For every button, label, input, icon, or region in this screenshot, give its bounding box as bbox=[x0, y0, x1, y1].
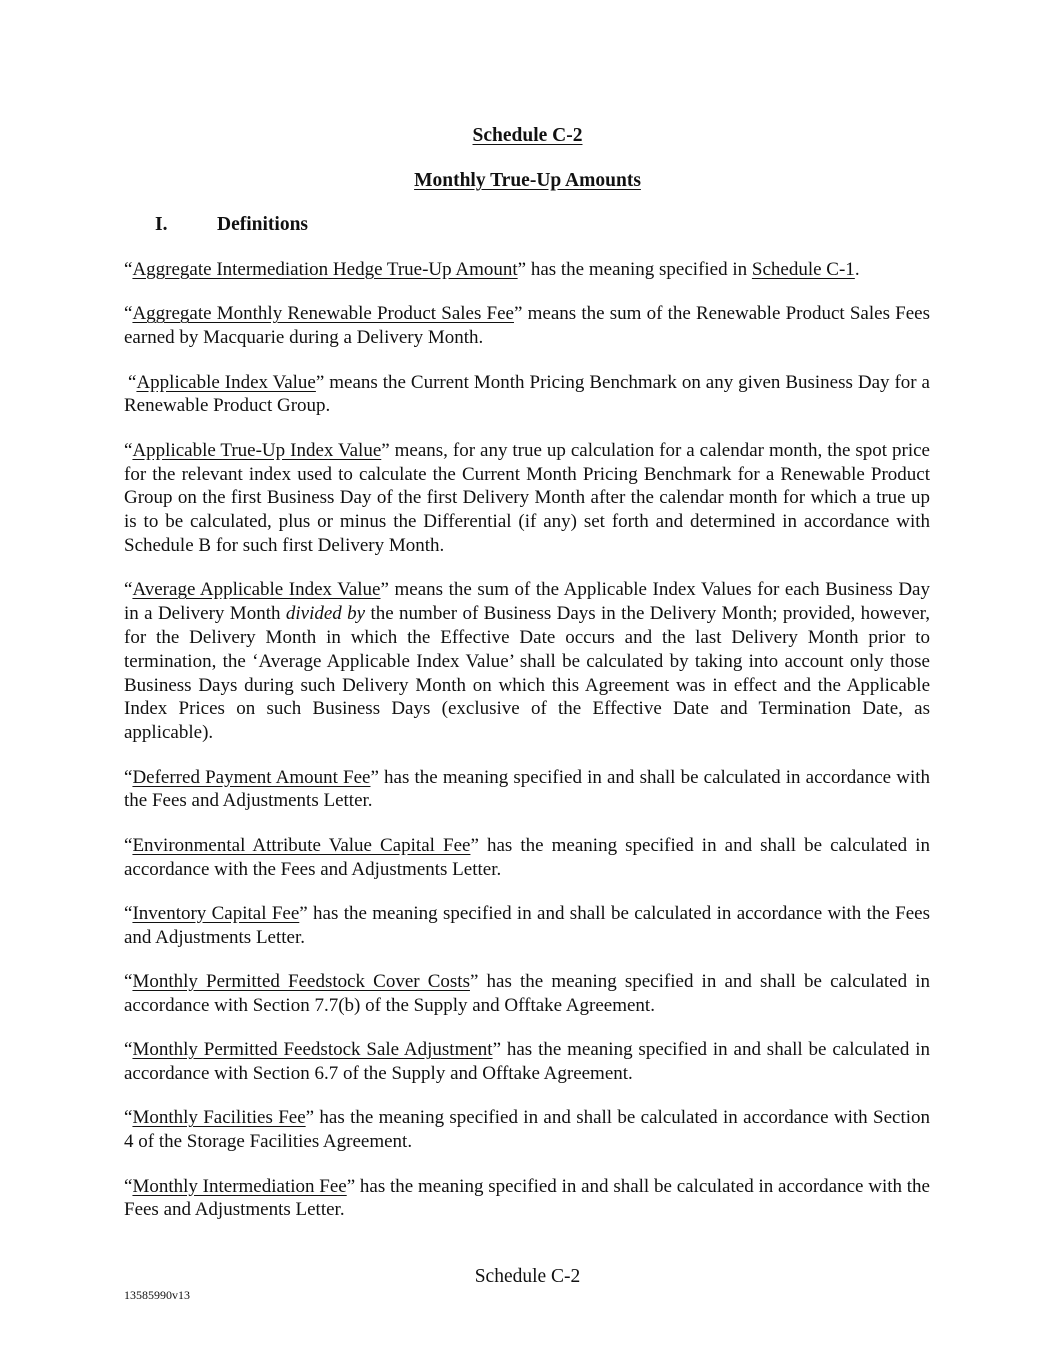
open-quote: “ bbox=[124, 439, 133, 461]
definition-text: has the meaning specified in and shall be calculated in accordance with Section 6.7 of the Supply and Offtake Agreement. bbox=[124, 1039, 930, 1085]
defined-term: Inventory Capital Fee bbox=[132, 902, 300, 924]
close-quote: ” bbox=[315, 371, 325, 393]
close-quote: ” bbox=[513, 303, 523, 325]
defined-term: Average Applicable Index Value bbox=[132, 579, 381, 601]
document-id: 13585990v13 bbox=[124, 1288, 190, 1302]
definition-text: has the meaning specified in and shall be calculated in accordance with Section 4 of the Storage Facilities Agreement. bbox=[124, 1107, 931, 1153]
close-quote: ” bbox=[381, 439, 390, 461]
open-quote: “ bbox=[124, 1175, 133, 1197]
open-quote: “ bbox=[124, 766, 133, 788]
open-quote: “ bbox=[128, 371, 137, 393]
definition-text: has the meaning specified in and shall be calculated in accordance with the Fees and Adjustments Letter. bbox=[124, 1175, 930, 1221]
definition-item bbox=[124, 1038, 930, 1086]
definition-text: means, for any true up calculation for a calendar month, the spot price for the relevant index used to calculate the Current Month Pricing Benchmark for a Renewable Product Group on the first Business Day of the first Delivery Month after the calendar month for which a true up is to be calculated, plus or minus the Differential (if any) set forth and determined in accordance with Schedule B for such first Delivery Month. bbox=[124, 439, 930, 556]
definition-text: has the meaning specified in and shall be calculated in accordance with the Fees and Adjustments Letter. bbox=[124, 902, 930, 948]
close-quote: ” bbox=[517, 259, 527, 280]
definition-item bbox=[124, 371, 930, 419]
defined-term: Environmental Attribute Value Capital Fee bbox=[132, 834, 471, 856]
definition-text: has the meaning specified in and shall be calculated in accordance with the Fees and Adjustments Letter. bbox=[124, 834, 930, 880]
definition-text: means the Current Month Pricing Benchmark on any given Business Day for a Renewable Product Group. bbox=[124, 371, 930, 417]
open-quote: “ bbox=[124, 1039, 133, 1061]
close-quote: ” bbox=[370, 766, 379, 788]
definition-text: has the meaning specified in bbox=[526, 259, 752, 280]
definition-item bbox=[124, 1175, 930, 1223]
close-quote: ” bbox=[346, 1175, 356, 1197]
defined-term: Monthly Permitted Feedstock Sale Adjustment bbox=[132, 1039, 493, 1061]
open-quote: “ bbox=[124, 834, 133, 856]
close-quote: ” bbox=[380, 579, 389, 601]
close-quote: ” bbox=[470, 834, 479, 856]
definition-item bbox=[124, 439, 930, 558]
schedule-title bbox=[0, 124, 1055, 148]
defined-term: Applicable True-Up Index Value bbox=[132, 439, 382, 461]
defined-term: Aggregate Intermediation Hedge True-Up Amount bbox=[132, 259, 518, 280]
definition-text-continued: the number of Business Days in the Delivery Month; provided, however, for the Delivery Month in which the Effective Date occurs and the last Delivery Month prior to termination, the ‘Average Applicable Index Value’ shall be calculated by taking into account only those Business Days during such Delivery Month on which this Agreement was in effect and the Applicable Index Prices on such Business Days (exclusive of the Effective Date and Termination Date, as applicable). bbox=[124, 603, 930, 744]
definitions-list bbox=[124, 258, 930, 1243]
definition-item bbox=[124, 766, 930, 814]
close-quote: ” bbox=[305, 1107, 315, 1129]
definition-text: has the meaning specified in and shall be calculated in accordance with Section 7.7(b) of the Supply and Offtake Agreement. bbox=[124, 971, 930, 1016]
section-title: Definitions bbox=[217, 214, 309, 235]
definition-end: . bbox=[854, 259, 860, 280]
section-number: I. bbox=[155, 214, 168, 235]
defined-term: Monthly Permitted Feedstock Cover Costs bbox=[132, 971, 470, 993]
page-subtitle bbox=[0, 169, 1055, 193]
definition-item bbox=[124, 302, 930, 350]
open-quote: “ bbox=[124, 303, 133, 325]
schedule-title-text: Schedule C-2 bbox=[472, 125, 583, 146]
close-quote: ” bbox=[492, 1039, 502, 1061]
open-quote: “ bbox=[124, 902, 133, 924]
defined-term: Applicable Index Value bbox=[136, 371, 316, 393]
section-heading bbox=[155, 213, 308, 237]
definition-text: has the meaning specified in and shall be calculated in accordance with the Fees and Adjustments Letter. bbox=[124, 766, 931, 812]
subtitle-text: Monthly True-Up Amounts bbox=[414, 170, 641, 191]
footer-page-label: Schedule C-2 bbox=[474, 1266, 581, 1287]
definition-text: means the sum of the Renewable Product Sales Fees earned by Macquarie during a Delivery Month. bbox=[124, 303, 930, 349]
definition-text: means the sum of the Applicable Index Values for each Business Day in a Delivery Month bbox=[124, 579, 930, 625]
defined-term: Aggregate Monthly Renewable Product Sales Fee bbox=[132, 303, 514, 325]
italic-phrase: divided by bbox=[285, 603, 366, 625]
open-quote: “ bbox=[124, 1107, 133, 1129]
schedule-reference-link[interactable]: Schedule C-1 bbox=[751, 259, 855, 280]
open-quote: “ bbox=[124, 579, 133, 601]
definition-item bbox=[124, 902, 930, 950]
defined-term: Deferred Payment Amount Fee bbox=[132, 766, 371, 788]
definition-item bbox=[124, 970, 930, 1018]
defined-term: Monthly Intermediation Fee bbox=[132, 1175, 347, 1197]
definition-item bbox=[124, 1106, 930, 1154]
definition-item bbox=[124, 834, 930, 882]
definition-item bbox=[124, 578, 930, 745]
open-quote: “ bbox=[124, 259, 133, 280]
open-quote: “ bbox=[124, 971, 133, 993]
close-quote: ” bbox=[469, 971, 479, 993]
close-quote: ” bbox=[299, 902, 308, 924]
defined-term: Monthly Facilities Fee bbox=[132, 1107, 306, 1129]
definition-item bbox=[124, 258, 930, 282]
